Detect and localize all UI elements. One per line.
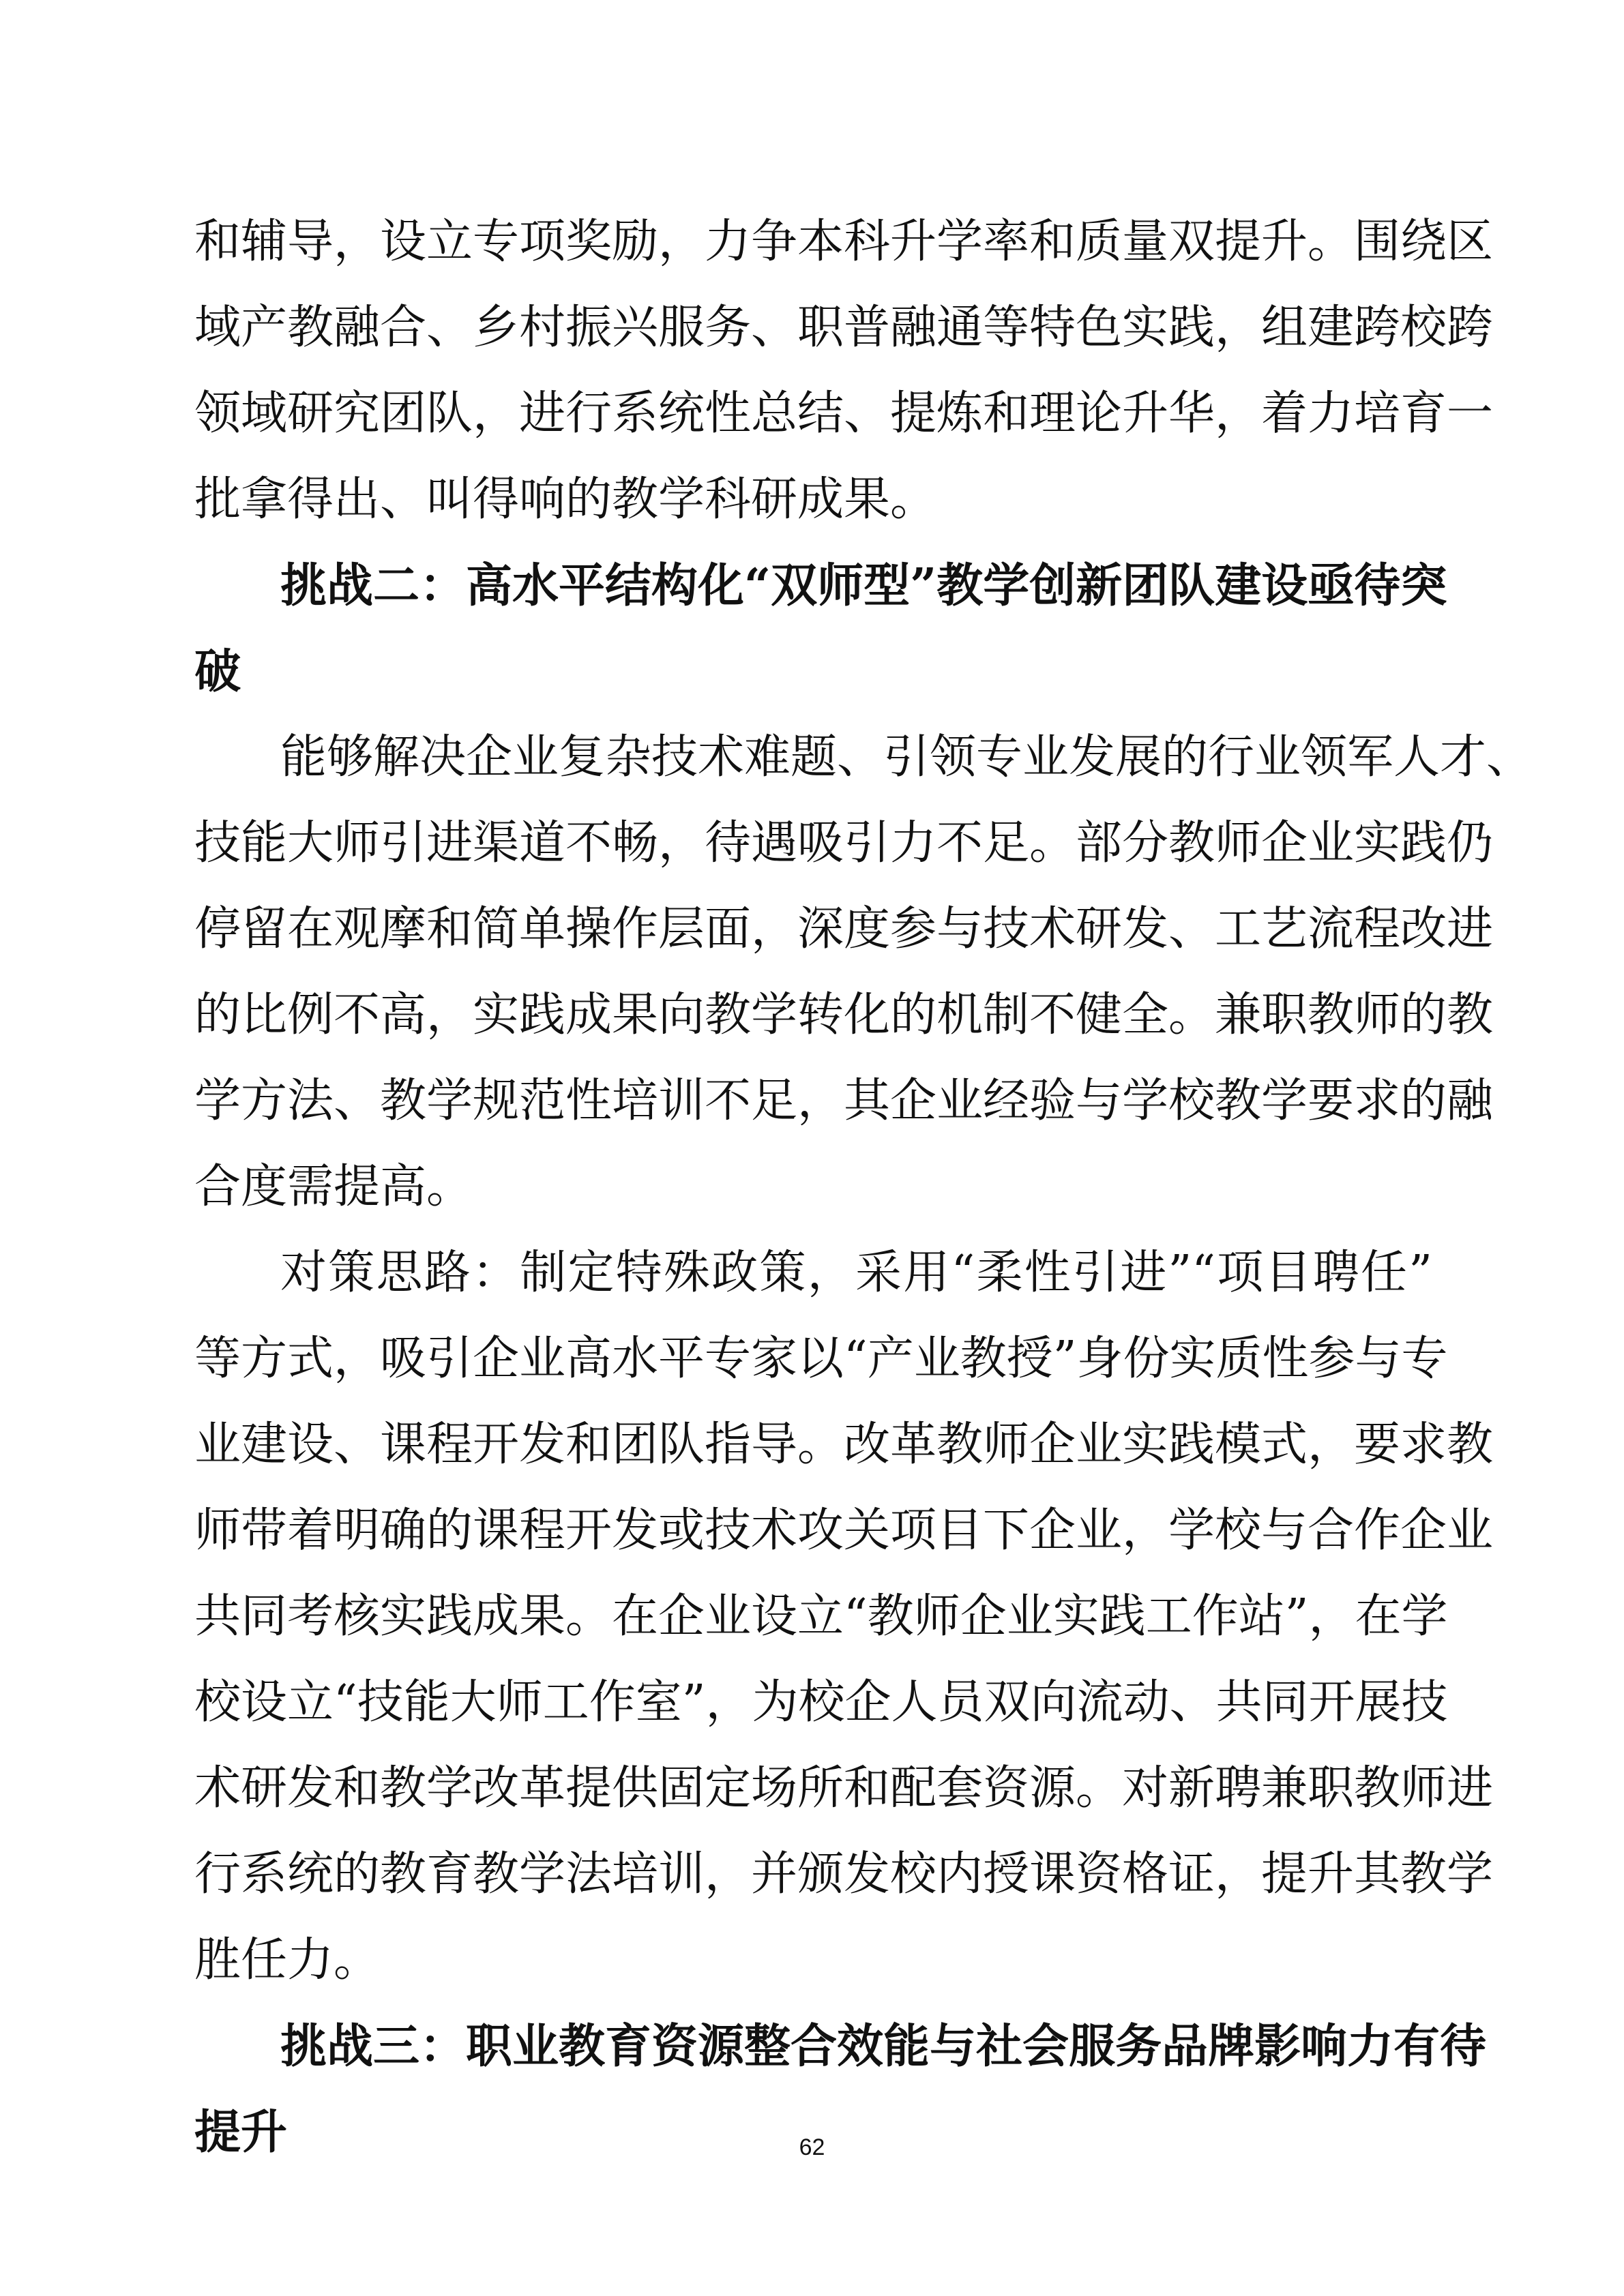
heading-line: 破 [194, 644, 241, 699]
text-line: 能够解决企业复杂技术难题、引领专业发展的行业领军人才、 [280, 730, 1533, 784]
heading-line: 挑战三：职业教育资源整合效能与社会服务品牌影响力有待 [280, 2019, 1487, 2074]
heading-line: 挑战二：高水平结构化“双师型”教学创新团队建设亟待突 [280, 558, 1447, 613]
page-number: 62 [799, 2134, 825, 2160]
text-line: 业建设、课程开发和团队指导。改革教师企业实践模式，要求教 [194, 1418, 1494, 1472]
paragraph-continuation [194, 199, 1494, 543]
text-line: 共同考核实践成果。在企业设立“教师企业实践工作站”，在学 [194, 1590, 1448, 1643]
text-line: 领域研究团队，进行系统性总结、提炼和理论升华，着力培育一 [194, 387, 1494, 441]
text-line: 技能大师引进渠道不畅，待遇吸引力不足。部分教师企业实践仍 [194, 816, 1494, 870]
text-line: 停留在观摩和简单操作层面，深度参与技术研发、工艺流程改进 [194, 902, 1494, 956]
heading-line: 提升 [194, 2105, 288, 2160]
paragraph-strategy [194, 1230, 1494, 2003]
text-line: 批拿得出、叫得响的教学科研成果。 [194, 473, 937, 526]
document-page [194, 199, 1533, 2175]
paragraph-problem-description [194, 715, 1533, 1230]
text-line: 合度需提高。 [194, 1160, 473, 1214]
text-line: 学方法、教学规范性培训不足，其企业经验与学校教学要求的融 [194, 1074, 1494, 1128]
text-line: 行系统的教育教学法培训，并颁发校内授课资格证，提升其教学 [194, 1847, 1494, 1901]
text-line: 胜任力。 [194, 1933, 381, 1987]
text-line: 等方式，吸引企业高水平专家以“产业教授”身份实质性参与专 [194, 1332, 1448, 1386]
text-line: 师带着明确的课程开发或技术攻关项目下企业，学校与合作企业 [194, 1504, 1494, 1557]
text-line: 对策思路：制定特殊政策，采用“柔性引进”“项目聘任” [280, 1246, 1432, 1300]
text-line: 域产教融合、乡村振兴服务、职普融通等特色实践，组建跨校跨 [194, 301, 1494, 355]
text-line: 术研发和教学改革提供固定场所和配套资源。对新聘兼职教师进 [194, 1761, 1494, 1815]
text-line: 的比例不高，实践成果向教学转化的机制不健全。兼职教师的教 [194, 988, 1494, 1042]
text-line: 校设立“技能大师工作室”，为校企人员双向流动、共同开展技 [194, 1675, 1448, 1729]
text-line: 和辅导，设立专项奖励，力争本科升学率和质量双提升。围绕区 [194, 215, 1494, 269]
section-heading-challenge-2 [194, 543, 1447, 715]
